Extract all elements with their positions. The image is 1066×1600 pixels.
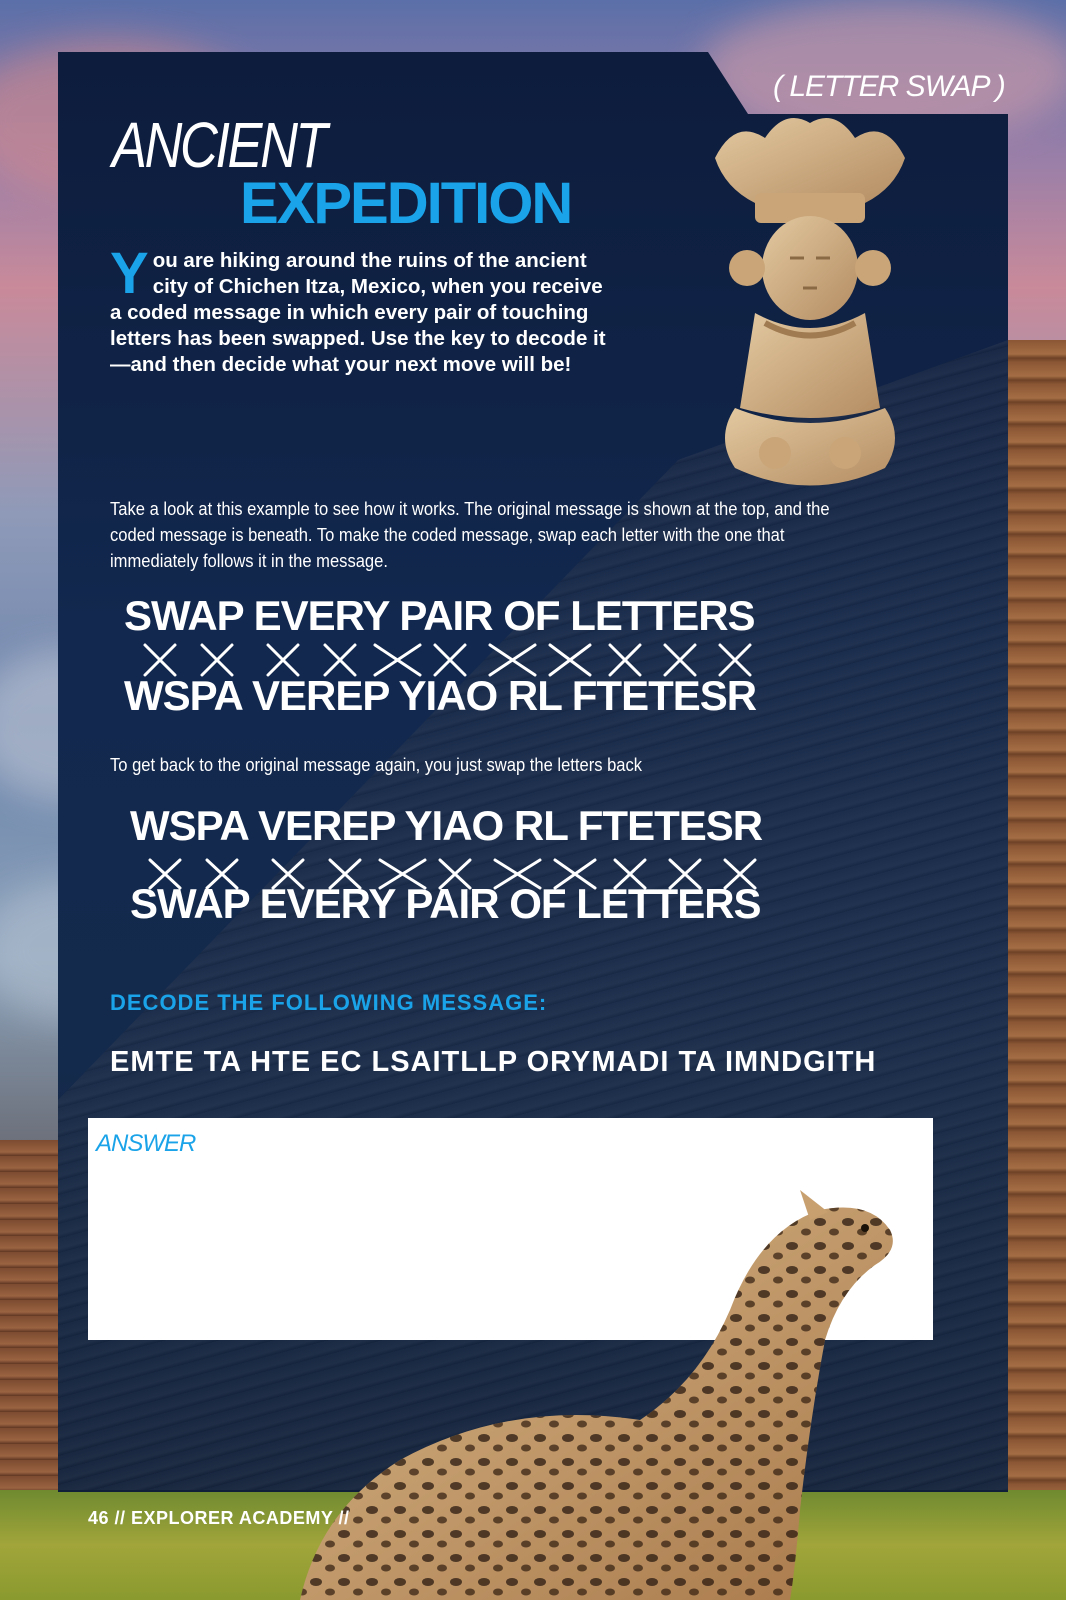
example2-coded: WSPA VEREP YIAO RL FTETESR [130,802,763,849]
page-footer: 46 // EXPLORER ACADEMY // [88,1508,350,1528]
example2-original: SWAP EVERY PAIR OF LETTERS [130,880,761,927]
title-line1: ANCIENT [112,109,326,181]
mayan-statue-image [695,108,925,508]
intro-text: ou are hiking around the ruins of the ancient city of Chichen Itza, Mexico, when you receive a coded message in which every pair of touching letters has been swapped. Use the key to decode it—and then decide what your next move will be! [110,249,606,376]
example1-original: SWAP EVERY PAIR OF LETTERS [124,592,755,639]
note-text: To get back to the original message again, you just swap the letters back [110,755,643,775]
example1-coded: WSPA VEREP YIAO RL FTETESR [124,672,757,719]
title-line2: EXPEDITION [240,171,572,236]
section-tag: ( LETTER SWAP ) [773,70,1005,103]
dropcap: Y [110,241,149,306]
decode-heading: DECODE THE FOLLOWING MESSAGE: [110,990,548,1015]
answer-label: ANSWER [96,1130,196,1157]
intro-paragraph [110,241,610,378]
coded-message: EMTE TA HTE EC LSAITLLP ORYMADI TA IMNDGITH [110,1046,877,1078]
ocelot-image [280,1190,920,1600]
explanation-text: Take a look at this example to see how it works. The original message is shown at the top, and the coded message is beneath. To make the coded message, swap each letter with the one that immediately follows it in the message. [110,499,830,571]
